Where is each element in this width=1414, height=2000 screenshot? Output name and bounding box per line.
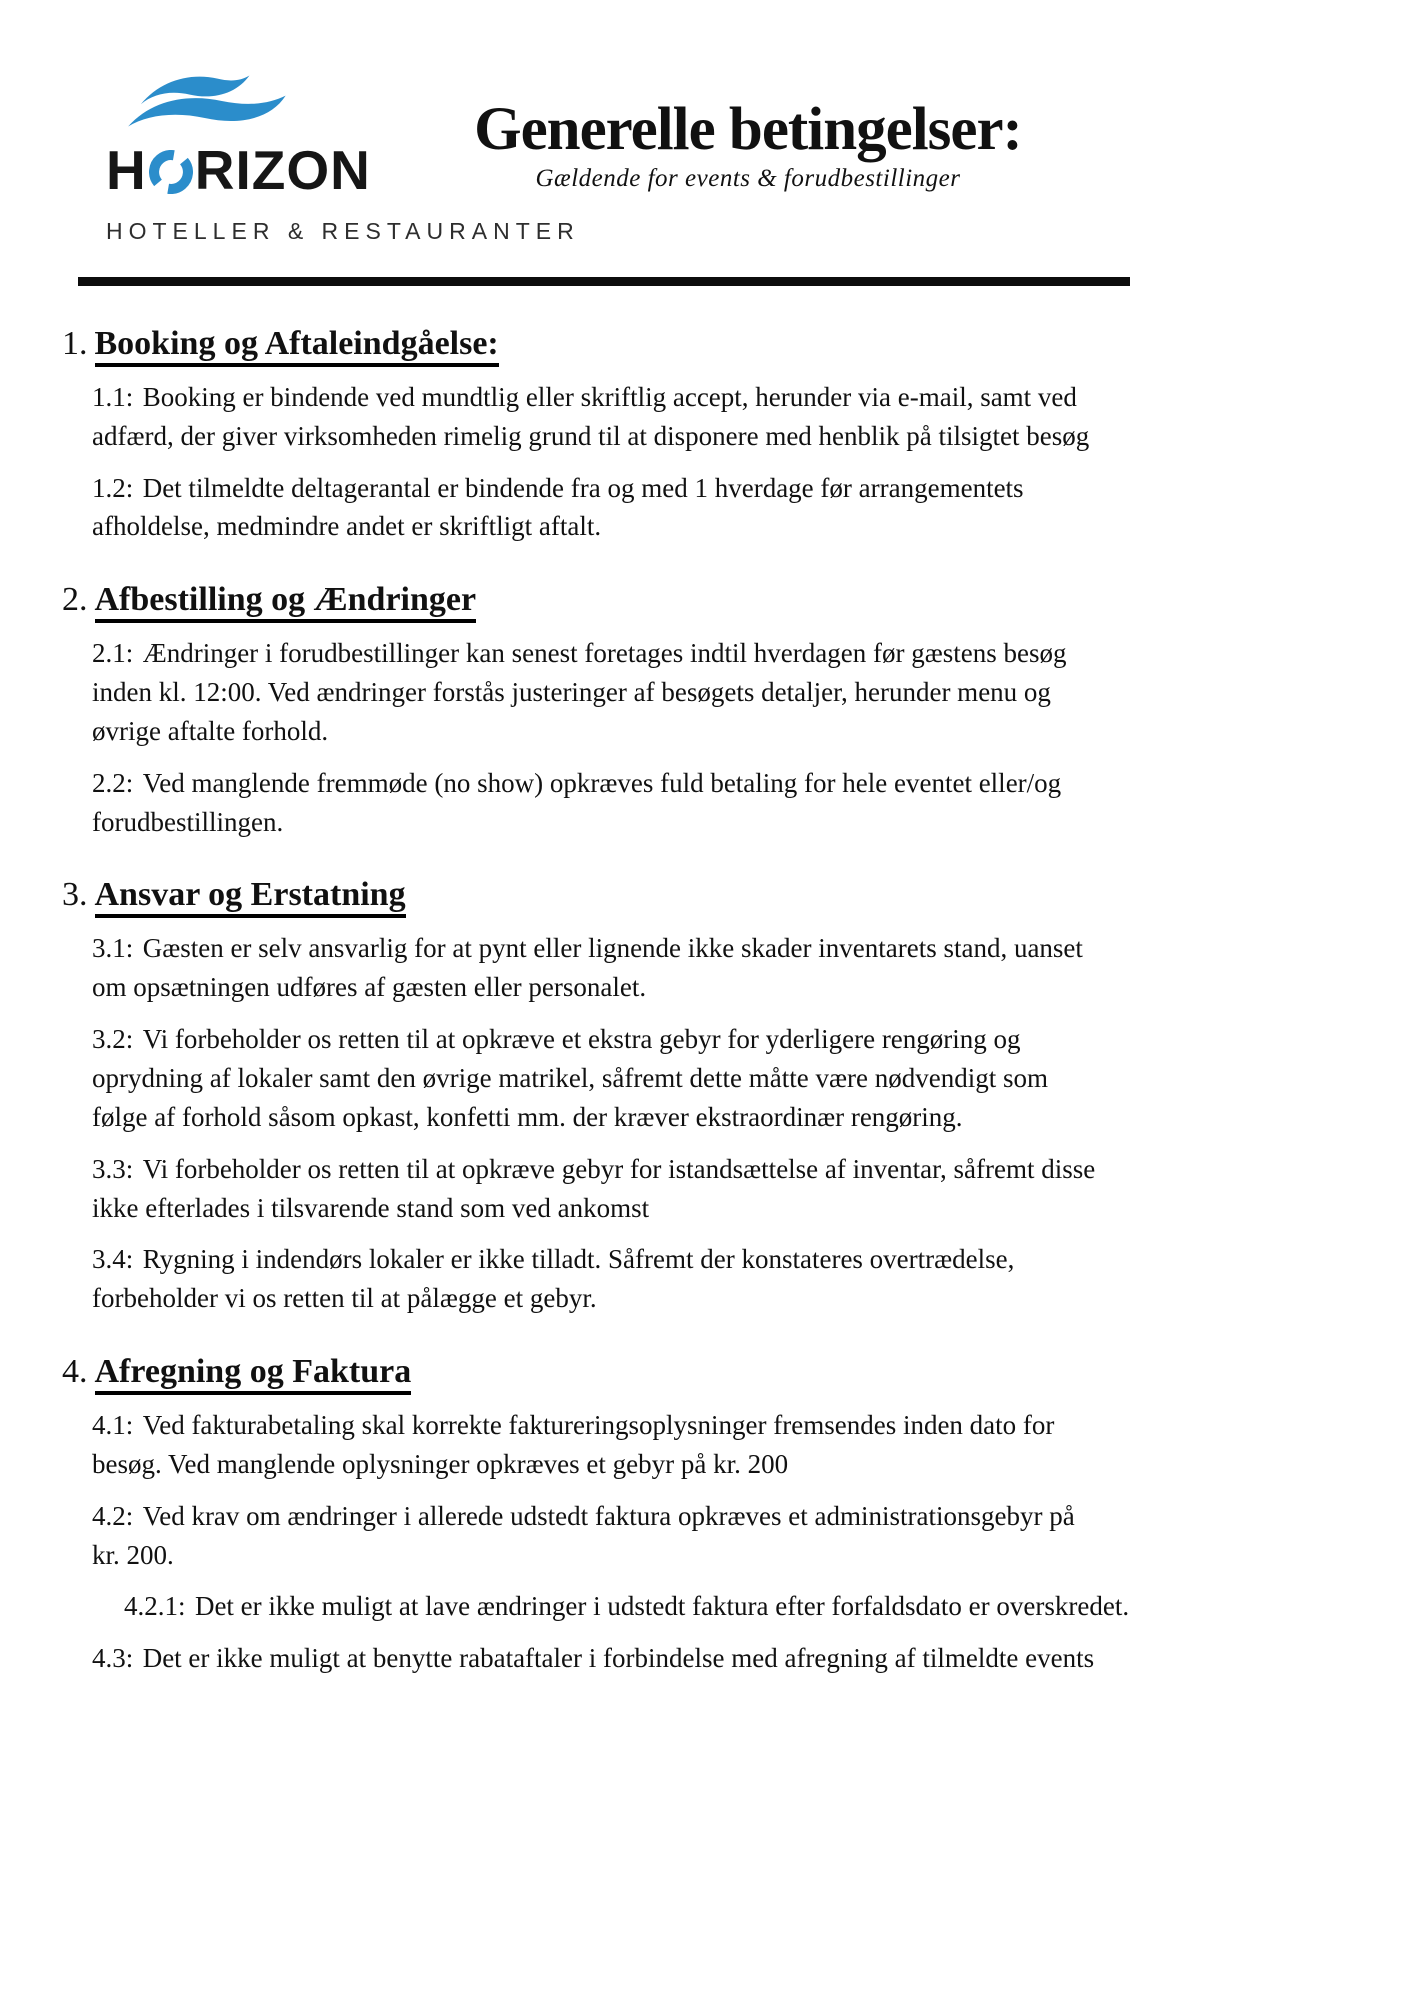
clause-text: Vi forbeholder os retten til at opkræve et ekstra gebyr for yderligere rengøring og oprydning af lokaler samt den øvrige matrikel, såfremt dette måtte være nødvendigt som følge af forhold såsom opkast, konfetti mm. der kræver ekstraordinær rengøring.	[92, 1024, 1048, 1132]
page-title: Generelle betingelser:	[474, 96, 1022, 163]
clause	[92, 378, 1102, 456]
clause	[92, 634, 1102, 751]
clause	[92, 1406, 1102, 1484]
clause-text: Ændringer i forudbestillinger kan senest foretages indtil hverdagen før gæstens besøg inden kl. 12:00. Ved ændringer forstås justeringer af besøgets detaljer, herunder menu og øvrige aftalte forhold.	[92, 638, 1067, 746]
clause	[92, 1497, 1102, 1575]
section-title: Afregning og Faktura	[95, 1353, 412, 1395]
section-afbestilling	[62, 580, 1137, 841]
section-heading	[62, 580, 1137, 621]
clause	[92, 929, 1102, 1007]
clause-label: 4.1:	[92, 1409, 134, 1440]
clause-label: 1.1:	[92, 381, 134, 412]
section-afregning	[62, 1352, 1137, 1678]
clause	[92, 1020, 1102, 1137]
clause	[92, 469, 1102, 547]
clause-text: Ved fakturabetaling skal korrekte faktureringsoplysninger fremsendes inden dato for besøg. Ved manglende oplysninger opkræves et gebyr på kr. 200	[92, 1409, 1055, 1479]
section-number: 2.	[62, 581, 88, 619]
clause-text: Rygning i indendørs lokaler er ikke tilladt. Såfremt der konstateres overtrædelse, forbeholder vi os retten til at pålægge et gebyr.	[92, 1244, 1015, 1314]
title-block	[452, 96, 1044, 193]
logo-o-ring-icon	[149, 150, 193, 194]
clause-text: Det er ikke muligt at benytte rabataftaler i forbindelse med afregning af tilmeldte events	[142, 1643, 1095, 1674]
clause-label: 4.2.1:	[124, 1591, 186, 1622]
clause-label: 3.2:	[92, 1024, 134, 1055]
logo-tagline: HOTELLER & RESTAURANTER	[106, 218, 580, 244]
clause-label: 3.3:	[92, 1153, 134, 1184]
logo-wordmark-suffix: RIZON	[194, 139, 371, 201]
clause-text: Det tilmeldte deltagerantal er bindende fra og med 1 hverdage før arrangementets afholdelse, medmindre andet er skriftligt aftalt.	[92, 472, 1024, 542]
clause-text: Ved krav om ændringer i allerede udstedt faktura opkræves et administrationsgebyr på kr. 200.	[92, 1500, 1075, 1570]
clause	[92, 1240, 1102, 1318]
clause-label: 4.2:	[92, 1500, 134, 1531]
section-number: 1.	[62, 325, 88, 362]
section-booking	[62, 324, 1137, 546]
clause-subitem	[124, 1587, 1134, 1626]
section-number: 4.	[62, 1353, 88, 1391]
clause-label: 2.2:	[92, 767, 134, 798]
wave-icon	[120, 68, 298, 134]
terms-content	[62, 306, 1137, 1678]
page-subtitle: Gældende for events & forudbestillinger	[535, 165, 961, 193]
clause-label: 1.2:	[92, 472, 134, 503]
section-number: 3.	[62, 876, 88, 914]
clause	[92, 1150, 1102, 1228]
section-title: Booking og Aftaleindgåelse:	[95, 325, 499, 367]
clause-label: 4.3:	[92, 1643, 134, 1674]
section-heading	[62, 324, 1137, 365]
clause	[92, 1639, 1102, 1678]
section-ansvar	[62, 875, 1137, 1318]
clause-text: Booking er bindende ved mundtlig eller skriftlig accept, herunder via e-mail, samt ved adfærd, der giver virksomheden rimelig grund til at disponere med henblik på tilsigtet besøg	[92, 381, 1090, 451]
clause-label: 3.4:	[92, 1244, 134, 1275]
section-heading	[62, 875, 1137, 916]
logo-wordmark-prefix: H	[106, 139, 147, 201]
clause-text: Det er ikke muligt at lave ændringer i udstedt faktura efter forfaldsdato er overskredet.	[194, 1591, 1130, 1622]
clause-label: 2.1:	[92, 638, 134, 669]
clause	[92, 764, 1102, 842]
section-title: Ansvar og Erstatning	[95, 876, 406, 918]
header-divider	[78, 277, 1130, 286]
clause-text: Gæsten er selv ansvarlig for at pynt eller lignende ikke skader inventarets stand, uanset om opsætningen udføres af gæsten eller personalet.	[92, 933, 1083, 1003]
section-title: Afbestilling og Ændringer	[95, 581, 477, 623]
section-heading	[62, 1352, 1137, 1393]
clause-text: Vi forbeholder os retten til at opkræve gebyr for istandsættelse af inventar, såfremt disse ikke efterlades i tilsvarende stand som ved ankomst	[92, 1153, 1096, 1223]
clause-text: Ved manglende fremmøde (no show) opkræves fuld betaling for hele eventet eller/og forudbestillingen.	[92, 767, 1062, 837]
clause-label: 3.1:	[92, 933, 134, 964]
